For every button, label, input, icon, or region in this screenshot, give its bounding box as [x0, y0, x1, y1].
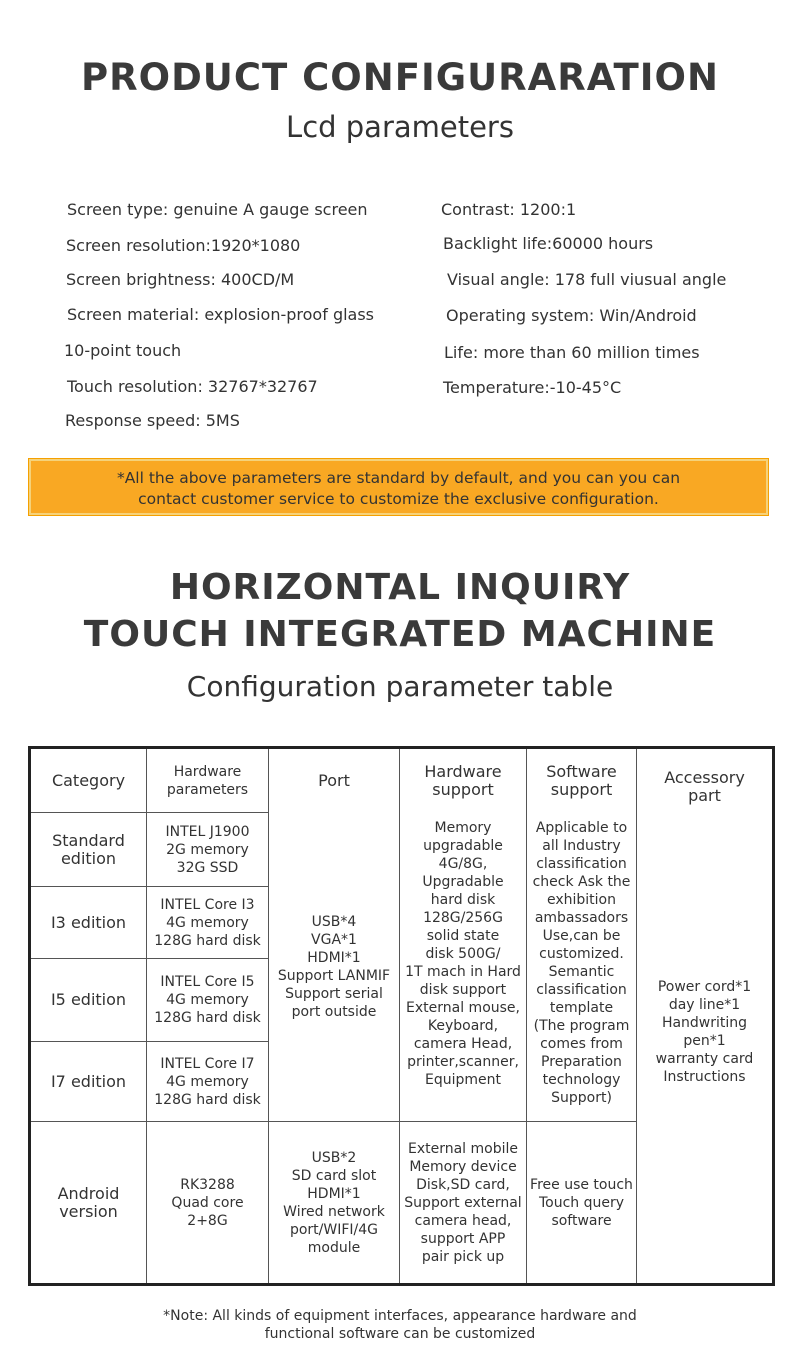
customization-notice-banner [29, 459, 768, 515]
accessory-cell: Power cord*1 day line*1 Handwriting pen*1 warranty card Instructions [637, 813, 774, 1285]
row-category-standard: Standard edition [30, 813, 147, 887]
windows-hardware-support-cell: Memory upgradable 4G/8G, Upgradable hard disk 128G/256G solid state disk 500G/ 1T mach in Hard disk support External mouse, Keyboard, camera Head, printer,scanner, Equipment [400, 813, 527, 1122]
notice-line-1: *All the above parameters are standard by default, and you can you can [116, 469, 681, 487]
row-hardware-i3: INTEL Core I3 4G memory 128G hard disk [147, 887, 269, 959]
notice-line-2: contact customer service to customize the exclusive configuration. [138, 490, 659, 508]
row-category-android: Android version [30, 1122, 147, 1285]
horizontal-inquiry-title: HORIZONTAL INQUIRY [169, 567, 631, 608]
param-touch-points: 10-point touch [64, 341, 182, 360]
android-software-support-cell: Free use touch Touch query software [527, 1122, 637, 1285]
row-category-i5: I5 edition [30, 959, 147, 1042]
footer-note: *Note: All kinds of equipment interfaces, appearance hardware and functional software can be customized [163, 1308, 637, 1342]
table-header-row [30, 748, 774, 813]
param-response-speed: Response speed: 5MS [65, 411, 240, 430]
android-port-cell: USB*2 SD card slot HDMI*1 Wired network port/WIFI/4G module [269, 1122, 400, 1285]
row-hardware-android: RK3288 Quad core 2+8G [147, 1122, 269, 1285]
android-hardware-support-cell: External mobile Memory device Disk,SD card, Support external camera head, support APP pair pick up [400, 1122, 527, 1285]
param-touch-resolution: Touch resolution: 32767*32767 [67, 377, 318, 396]
header-category: Category [30, 748, 147, 813]
header-port: Port [269, 748, 400, 813]
row-hardware-standard: INTEL J1900 2G memory 32G SSD [147, 813, 269, 887]
row-category-i7: I7 edition [30, 1042, 147, 1122]
param-backlight-life: Backlight life:60000 hours [443, 234, 654, 253]
header-software-support: Software support [527, 748, 637, 813]
header-hardware-support: Hardware support [400, 748, 527, 813]
row-category-i3: I3 edition [30, 887, 147, 959]
lcd-parameters-subtitle: Lcd parameters [286, 110, 514, 144]
header-accessory-part: Accessory part [637, 748, 774, 813]
table-row [30, 813, 774, 887]
row-hardware-i7: INTEL Core I7 4G memory 128G hard disk [147, 1042, 269, 1122]
row-hardware-i5: INTEL Core I5 4G memory 128G hard disk [147, 959, 269, 1042]
param-screen-brightness: Screen brightness: 400CD/M [66, 270, 295, 289]
param-life: Life: more than 60 million times [444, 343, 700, 362]
configuration-parameter-table [28, 746, 775, 1286]
product-configuration-title: PRODUCT CONFIGURARATION [81, 56, 719, 99]
header-hardware-parameters: Hardware parameters [147, 748, 269, 813]
param-screen-material: Screen material: explosion-proof glass [67, 305, 375, 324]
param-visual-angle: Visual angle: 178 full viusual angle [447, 270, 727, 289]
configuration-table-subtitle: Configuration parameter table [186, 670, 614, 703]
windows-software-support-cell: Applicable to all Industry classification check Ask the exhibition ambassadors Use,can be customized. Semantic classification template (The program comes from Preparation technology Support) [527, 813, 637, 1122]
param-operating-system: Operating system: Win/Android [446, 306, 697, 325]
param-contrast: Contrast: 1200:1 [441, 200, 577, 219]
touch-machine-title: TOUCH INTEGRATED MACHINE [83, 614, 717, 655]
windows-port-cell: USB*4 VGA*1 HDMI*1 Support LANMIF Support serial port outside [269, 813, 400, 1122]
param-screen-type: Screen type: genuine A gauge screen [67, 200, 368, 219]
param-temperature: Temperature:-10-45°C [443, 378, 622, 397]
param-screen-resolution: Screen resolution:1920*1080 [66, 236, 301, 255]
